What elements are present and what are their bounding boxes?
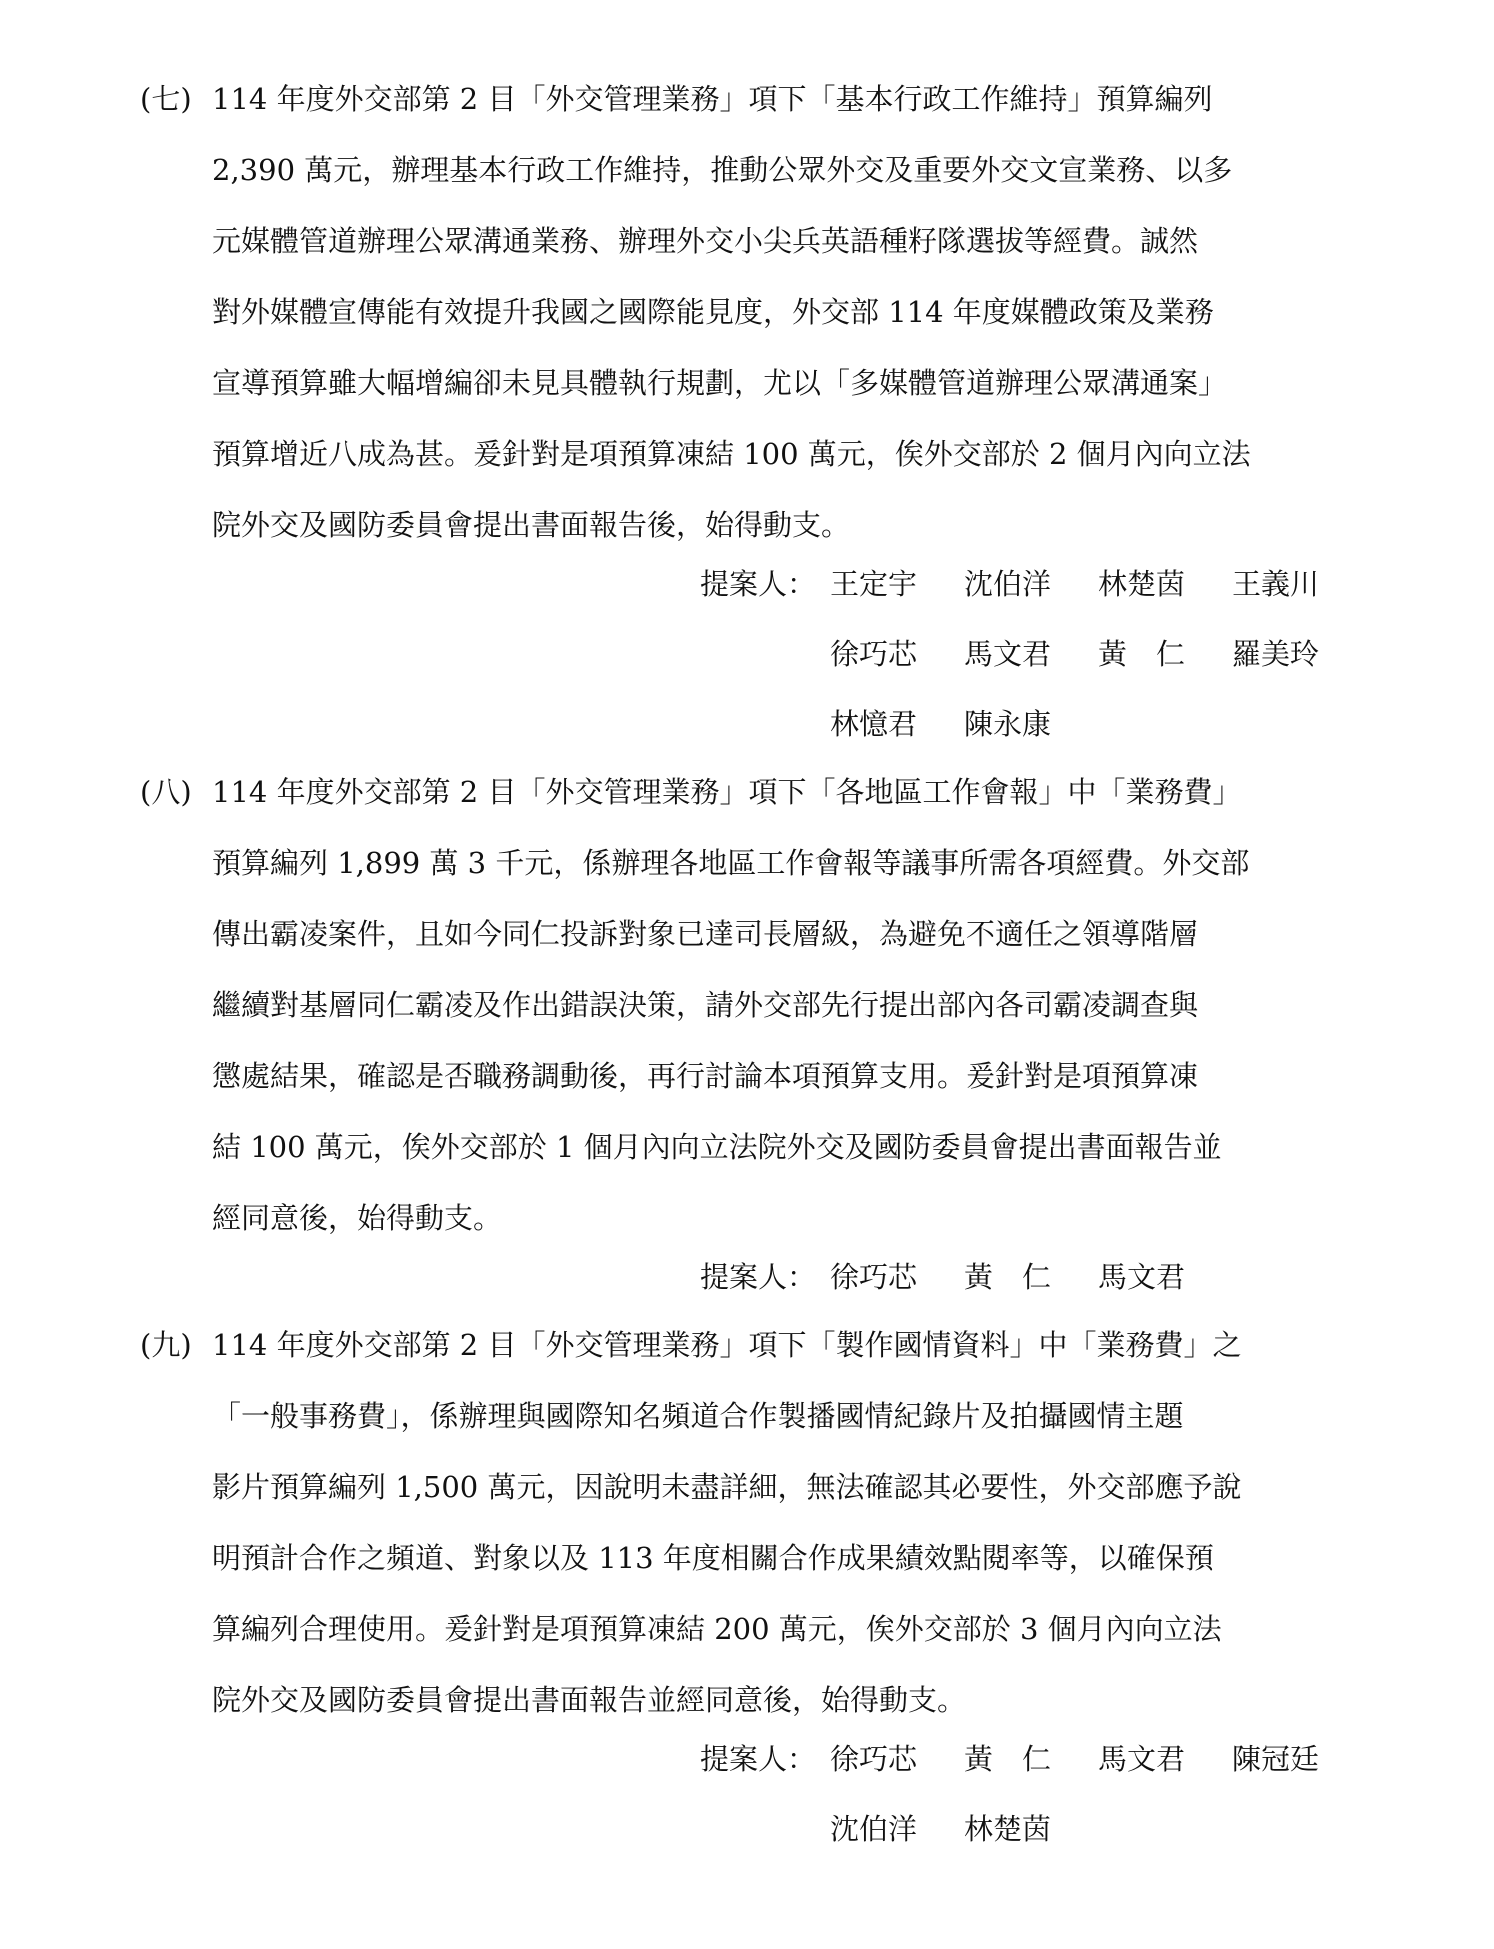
body-text-line: 院外交及國防委員會提出書面報告後，始得動支。: [212, 508, 851, 542]
body-text-line: 對外媒體宣傳能有效提升我國之國際能見度，外交部 114 年度媒體政策及業務: [212, 295, 1214, 329]
body-text-line: 114 年度外交部第 2 目「外交管理業務」項下「製作國情資料」中「業務費」之: [212, 1328, 1242, 1362]
body-text-line: 算編列合理使用。爰針對是項預算凍結 200 萬元，俟外交部於 3 個月內向立法: [212, 1612, 1222, 1646]
proposer-label: 提案人：: [700, 1260, 817, 1294]
proposer-label: 提案人：: [700, 1742, 817, 1776]
proposer-name: 林楚茵: [964, 1812, 1052, 1846]
proposer-row: [700, 1724, 1340, 1794]
item-marker: (七): [140, 82, 192, 116]
proposer-label: 提案人：: [700, 567, 817, 601]
proposer-row: [700, 1794, 1340, 1864]
proposer-name: 陳冠廷: [1232, 1742, 1320, 1776]
body-text-line: 2,390 萬元，辦理基本行政工作維持，推動公眾外交及重要外交文宣業務、以多: [212, 153, 1233, 187]
body-text-line: 懲處結果，確認是否職務調動後，再行討論本項預算支用。爰針對是項預算凍: [212, 1059, 1199, 1093]
proposer-name: 馬文君: [1098, 1260, 1186, 1294]
motion-item-9: [140, 1310, 1365, 1736]
body-text-line: 明預計合作之頻道、對象以及 113 年度相關合作成果績效點閱率等，以確保預: [212, 1541, 1214, 1575]
body-text-line: 經同意後，始得動支。: [212, 1201, 503, 1235]
proposer-name: 徐巧芯: [830, 1260, 918, 1294]
motion-item-7: [140, 64, 1365, 561]
body-text-line: 預算增近八成為甚。爰針對是項預算凍結 100 萬元，俟外交部於 2 個月內向立法: [212, 437, 1251, 471]
proposer-name: 黃 仁: [964, 1260, 1052, 1294]
proposer-name: 徐巧芯: [830, 1742, 918, 1776]
body-text-line: 結 100 萬元，俟外交部於 1 個月內向立法院外交及國防委員會提出書面報告並: [212, 1130, 1222, 1164]
body-text-line: 114 年度外交部第 2 目「外交管理業務」項下「各地區工作會報」中「業務費」: [212, 775, 1242, 809]
proposer-name: 馬文君: [1098, 1742, 1186, 1776]
motion-first-line: [140, 1310, 1365, 1381]
proposer-name: 沈伯洋: [964, 567, 1052, 601]
proposer-block-9: [700, 1724, 1340, 1864]
body-text-line: 預算編列 1,899 萬 3 千元，係辦理各地區工作會報等議事所需各項經費。外交部: [212, 846, 1250, 880]
proposer-names: [830, 689, 1098, 759]
proposer-row: [700, 689, 1340, 759]
body-text-line: 114 年度外交部第 2 目「外交管理業務」項下「基本行政工作維持」預算編列: [212, 82, 1213, 116]
body-text-line: 傳出霸凌案件，且如今同仁投訴對象已達司長層級，為避免不適任之領導階層: [212, 917, 1199, 951]
body-text-line: 院外交及國防委員會提出書面報告並經同意後，始得動支。: [212, 1683, 967, 1717]
body-text-line: 影片預算編列 1,500 萬元，因說明未盡詳細，無法確認其必要性，外交部應予說: [212, 1470, 1242, 1504]
body-text-line: 「一般事務費」，係辦理與國際知名頻道合作製播國情紀錄片及拍攝國情主題: [212, 1399, 1184, 1433]
proposer-name: 沈伯洋: [830, 1812, 918, 1846]
motion-first-line: [140, 757, 1365, 828]
proposer-row: [700, 619, 1340, 689]
item-marker: (九): [140, 1328, 192, 1362]
proposer-name: 陳永康: [964, 707, 1052, 741]
proposer-row: [700, 549, 1340, 619]
proposer-name: 馬文君: [964, 637, 1052, 671]
proposer-name: 林憶君: [830, 707, 918, 741]
proposer-names: [830, 1242, 1232, 1312]
proposer-names: [830, 549, 1366, 619]
motion-item-8: [140, 757, 1365, 1254]
item-marker: (八): [140, 775, 192, 809]
body-text-line: 繼續對基層同仁霸凌及作出錯誤決策，請外交部先行提出部內各司霸凌調查與: [212, 988, 1199, 1022]
proposer-block-7: [700, 549, 1340, 759]
proposer-name: 徐巧芯: [830, 637, 918, 671]
proposer-name: 王定宇: [830, 567, 918, 601]
proposer-names: [830, 1794, 1098, 1864]
body-text-line: 元媒體管道辦理公眾溝通業務、辦理外交小尖兵英語種籽隊選拔等經費。誠然: [212, 224, 1199, 258]
proposer-name: 羅美玲: [1232, 637, 1320, 671]
motion-first-line: [140, 64, 1365, 135]
proposer-name: 黃 仁: [1098, 637, 1186, 671]
proposer-row: [700, 1242, 1340, 1312]
proposer-name: 王義川: [1232, 567, 1320, 601]
proposer-block-8: [700, 1242, 1340, 1312]
proposer-names: [830, 619, 1366, 689]
proposer-name: 黃 仁: [964, 1742, 1052, 1776]
body-text-line: 宣導預算雖大幅增編卻未見具體執行規劃，尤以「多媒體管道辦理公眾溝通案」: [212, 366, 1228, 400]
proposer-name: 林楚茵: [1098, 567, 1186, 601]
proposer-names: [830, 1724, 1366, 1794]
